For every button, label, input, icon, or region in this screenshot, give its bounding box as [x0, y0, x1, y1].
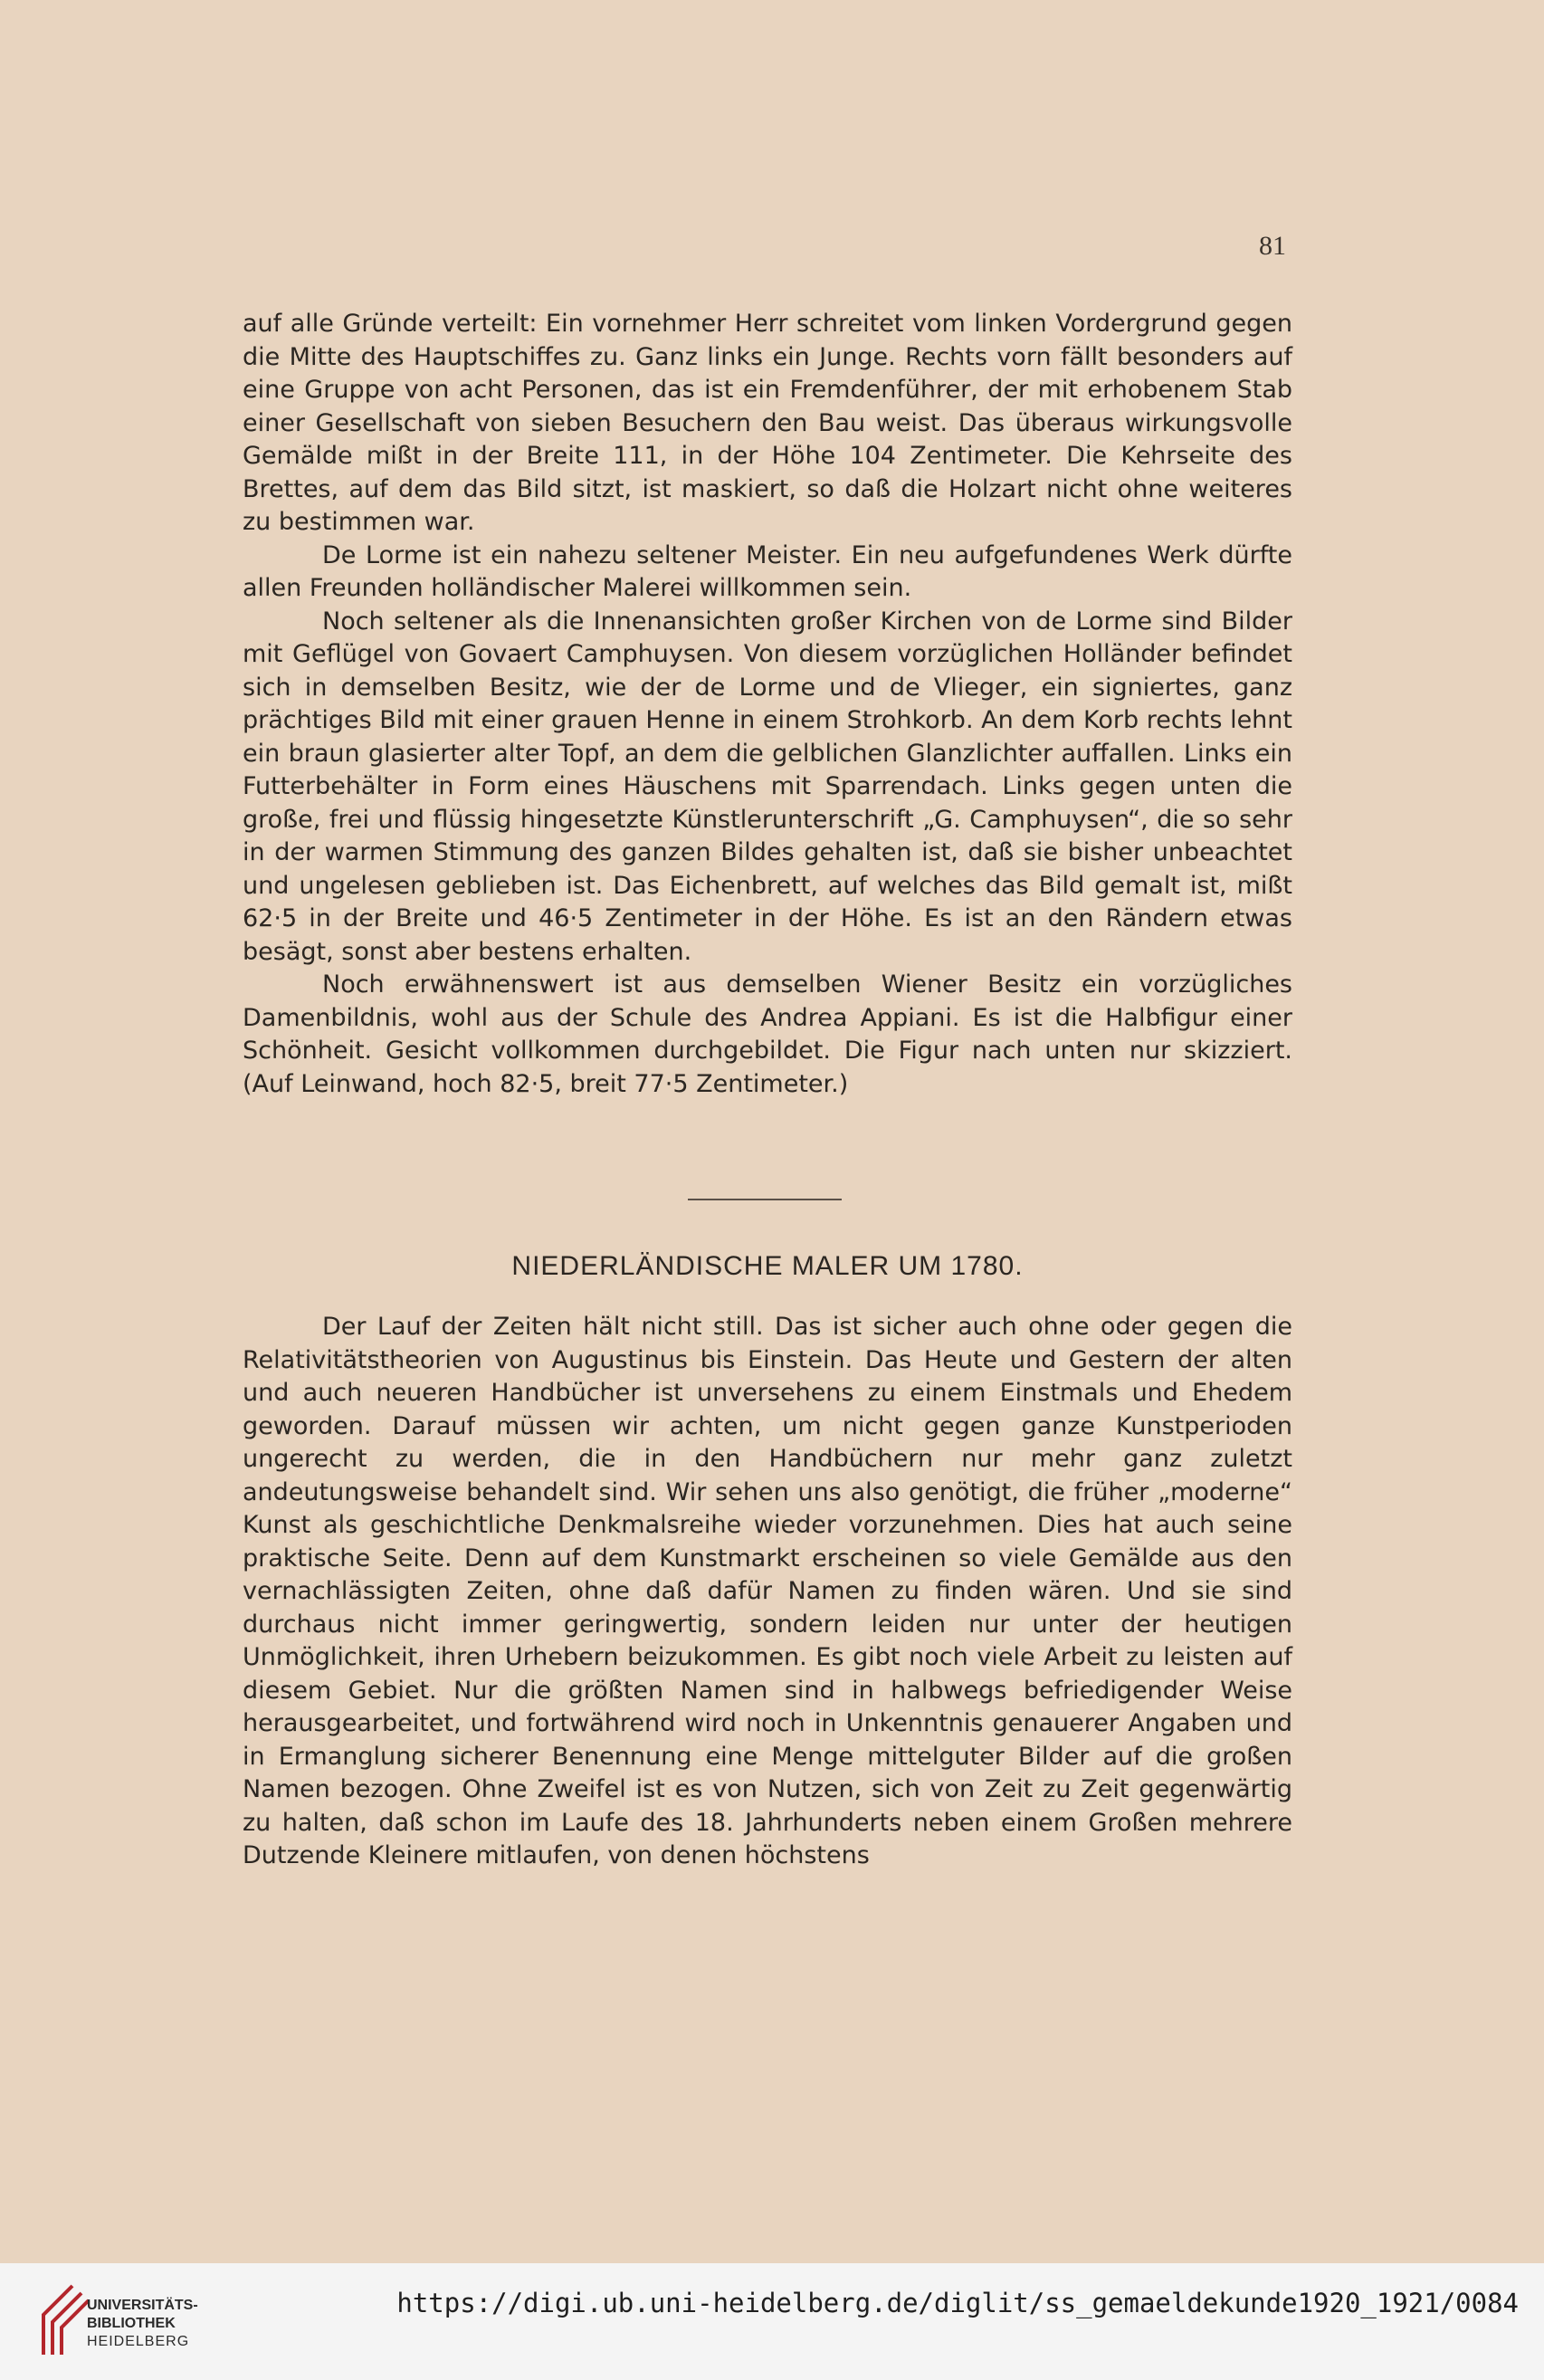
- text-section-continuation: [243, 308, 1292, 1101]
- page-number: 81: [1259, 231, 1286, 261]
- section-divider: [688, 1199, 842, 1200]
- paragraph: Noch seltener als die Innenansichten großer Kirchen von de Lorme sind Bilder mit Geflügel von Govaert Camphuysen. Von diesem vorzüglichen Holländer befindet sich in demselben Besitz, wie der de Lorme und de Vlieger, ein signiertes, ganz prächtiges Bild mit einer grauen Henne in einem Strohkorb. An dem Korb rechts lehnt ein braun glasierter alter Topf, an dem die gelblichen Glanzlichter auffallen. Links ein Futterbehälter in Form eines Häuschens mit Sparrendach. Links gegen unten die große, frei und flüssig hingesetzte Künstlerunterschrift „G. Camphuysen“, die so sehr in der warmen Stimmung des ganzen Bildes gehalten ist, daß sie bisher unbeachtet und ungelesen geblieben ist. Das Eichenbrett, auf welches das Bild gemalt ist, mißt 62·5 in der Breite und 46·5 Zentimeter in der Höhe. Es ist an den Rändern etwas besägt, sonst aber bestens erhalten.: [243, 607, 1292, 966]
- paragraph: Der Lauf der Zeiten hält nicht still. Das ist sicher auch ohne oder gegen die Relativitätstheorien von Augustinus bis Einstein. Das Heute und Gestern der alten und auch neueren Handbücher ist unversehens zu einem Einstmals und Ehedem geworden. Darauf müssen wir achten, um nicht gegen ganze Kunstperioden ungerecht zu werden, die in den Handbüchern nur mehr ganz zuletzt andeutungsweise behandelt sind. Wir sehen uns also genötigt, die früher „moderne“ Kunst als geschichtliche Denkmalsreihe wieder vorzunehmen. Dies hat auch seine praktische Seite. Denn auf dem Kunstmarkt erscheinen so viele Gemälde aus den vernachlässigten Zeiten, ohne daß dafür Namen zu finden wären. Und sie sind durchaus nicht immer geringwertig, sondern leiden nur unter der heutigen Unmöglichkeit, ihren Urhebern beizukommen. Es gibt noch viele Arbeit zu leisten auf diesem Gebiet. Nur die größten Namen sind in halbwegs befriedigender Weise herausgearbeitet, und fortwährend wird noch in Unkenntnis genauerer Angaben und in Ermanglung sicherer Benennung eine Menge mittelguter Bilder auf die großen Namen bezogen. Ohne Zweifel ist es von Nutzen, sich von Zeit zu Zeit gegenwärtig zu halten, daß schon im Laufe des 18. Jahrhunderts neben einem Großen mehrere Dutzende Kleinere mitlaufen, von denen höchstens: [243, 1313, 1292, 1869]
- source-url[interactable]: https://digi.ub.uni-heidelberg.de/diglit/ss_gemaeldekunde1920_1921/0084: [396, 2288, 1519, 2318]
- section-heading: NIEDERLÄNDISCHE MALER UM 1780.: [511, 1251, 1024, 1281]
- digitization-footer: [0, 2263, 1544, 2380]
- library-logo-icon: [36, 2279, 91, 2358]
- paragraph: Noch erwähnenswert ist aus demselben Wiener Besitz ein vorzügliches Damenbildnis, wohl aus der Schule des Andrea Appiani. Es ist die Halbfigur einer Schönheit. Gesicht vollkommen durchgebildet. Die Figur nach unten nur skizziert. (Auf Leinwand, hoch 82·5, breit 77·5 Zentimeter.): [243, 970, 1292, 1098]
- text-section-niederlaendische-maler: [243, 1311, 1292, 1873]
- paragraph: auf alle Gründe verteilt: Ein vornehmer Herr schreitet vom linken Vordergrund gegen die Mitte des Hauptschiffes zu. Ganz links ein Junge. Rechts vorn fällt besonders auf eine Gruppe von acht Personen, das ist ein Fremdenführer, der mit erhobenem Stab einer Gesellschaft von sieben Besuchern den Bau weist. Das überaus wirkungsvolle Gemälde mißt in der Breite 111, in der Höhe 104 Zentimeter. Die Kehrseite des Brettes, auf dem das Bild sitzt, ist maskiert, so daß die Holzart nicht ohne weiteres zu bestimmen war.: [243, 310, 1292, 536]
- library-name-line2: BIBLIOTHEK: [87, 2316, 176, 2331]
- library-name-line1: UNIVERSITÄTS-: [87, 2298, 198, 2313]
- library-name: [87, 2297, 198, 2351]
- paragraph: De Lorme ist ein nahezu seltener Meister. Ein neu aufgefundenes Werk dürfte allen Freunden holländischer Malerei willkommen sein.: [243, 540, 1292, 602]
- library-name-line3: HEIDELBERG: [87, 2334, 190, 2349]
